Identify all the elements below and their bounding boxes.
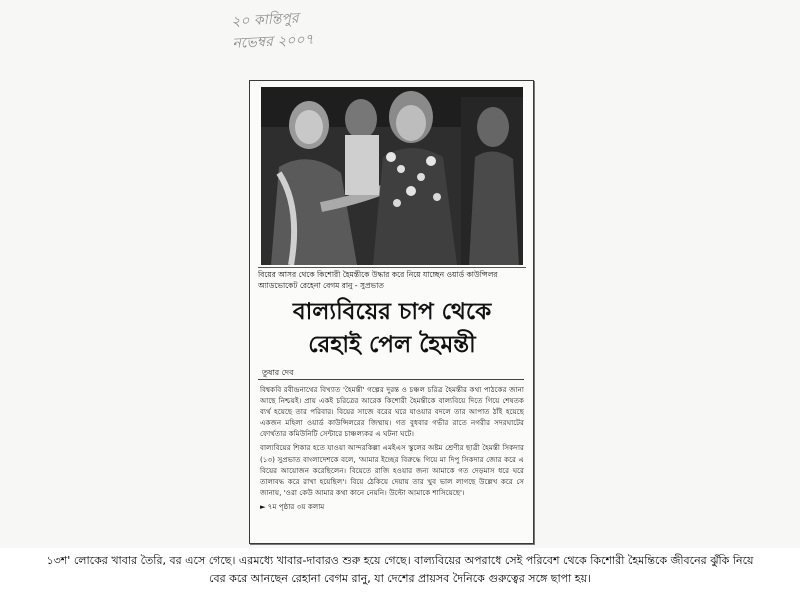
byline: তুষার দেব [262,368,294,377]
news-photo [261,87,523,265]
caption-line-2: বের করে আনছেন রেহানা বেগম রানু, যা দেশের প্রায়সব দৈনিকে গুরুত্বের সঙ্গে ছাপা হয়। [208,572,591,585]
article-body [260,384,524,539]
headline [258,295,526,367]
page-caption [0,552,800,598]
newspaper-clipping [249,80,534,544]
headline-line-2: রেহাই পেল হৈমন্তী [308,331,476,358]
divider [258,379,524,380]
article-paragraph-1: বিশ্বকবি রবীন্দ্রনাথের বিখ্যাত 'হৈমন্তী' গল্পের দুরন্ত ও চঞ্চল চরিত্র হৈমন্তীর কথা পাঠকের জানা আছে নিশ্চয়ই। প্রায় একই চরিত্রের আরেক কিশোরী হৈমন্তীকে বাল্যবিয়ে দিতে গিয়ে শেষতক ব্যর্থ হয়েছে তার পরিবার। বিয়ের সাজে বরের ঘরে যাওয়ার বদলে তার আপাত ঠাঁই হয়েছে একজন মহিলা ওয়ার্ড কাউন্সিলরের জিম্মায়। গত বুধবার গভীর রাতে নগরীর সদরঘাটের ফোর্থতার কমিউনিটি সেন্টারে চাঞ্চল্যকর এ ঘটনা ঘটে। [260,385,524,439]
photo-caption: বিয়ের আসর থেকে কিশোরী হৈমন্তীকে উদ্ধার করে নিয়ে যাচ্ছেন ওয়ার্ড কাউন্সিলর অ্যাডভোকেট রেহেনা বেগম রানু - সুপ্রভাত [258,267,526,293]
caption-line-1: ১৩শ' লোকের খাবার তৈরি, বর এসে গেছে। এরমধ্যে খাবার-দাবারও শুরু হয়ে গেছে। বাল্যবিয়ের অপরাধে সেই পরিবেশ থেকে কিশোরী হৈমন্তিকে জীবনের ঝুঁকি নিয়ে [46,554,754,567]
headline-line-1: বাল্যবিয়ের চাপ থেকে [292,298,492,325]
handwritten-note: ২০ কান্তিপুর নভেম্বর ২০০৭ [230,10,315,52]
article-paragraph-2: বাল্যবিয়ের শিকার হতে যাওয়া আন্দরকিল্লা এমইএস স্কুলের অষ্টম শ্রেণীর ছাত্রী হৈমন্তী সিকদার (১৩) সুপ্রভাত বাংলাদেশকে বলে, 'আমার ইচ্ছের বিরুদ্ধে গিয়ে মা দিপু সিকদার জোর করে এ বিয়ের আয়োজন করেছিলেন। বিয়েতে রাজি হওয়ার জন্য আমাকে গত দেড়মাস ধরে ঘরে তালাবদ্ধ করে রাখা হয়েছিল'। বিয়ে ঠেকিয়ে দেয়ায় তার খুব ভাল লাগছে উল্লেখ করে সে জানায়, 'ওরা কেউ আমার কথা কানে নেয়নি। উল্টো আমাকে শাসিয়েছে'। [260,443,524,497]
continuation-note: ► ৭ম পৃষ্ঠার ৩য় কলাম [260,501,325,511]
photo-illustration [261,87,523,265]
